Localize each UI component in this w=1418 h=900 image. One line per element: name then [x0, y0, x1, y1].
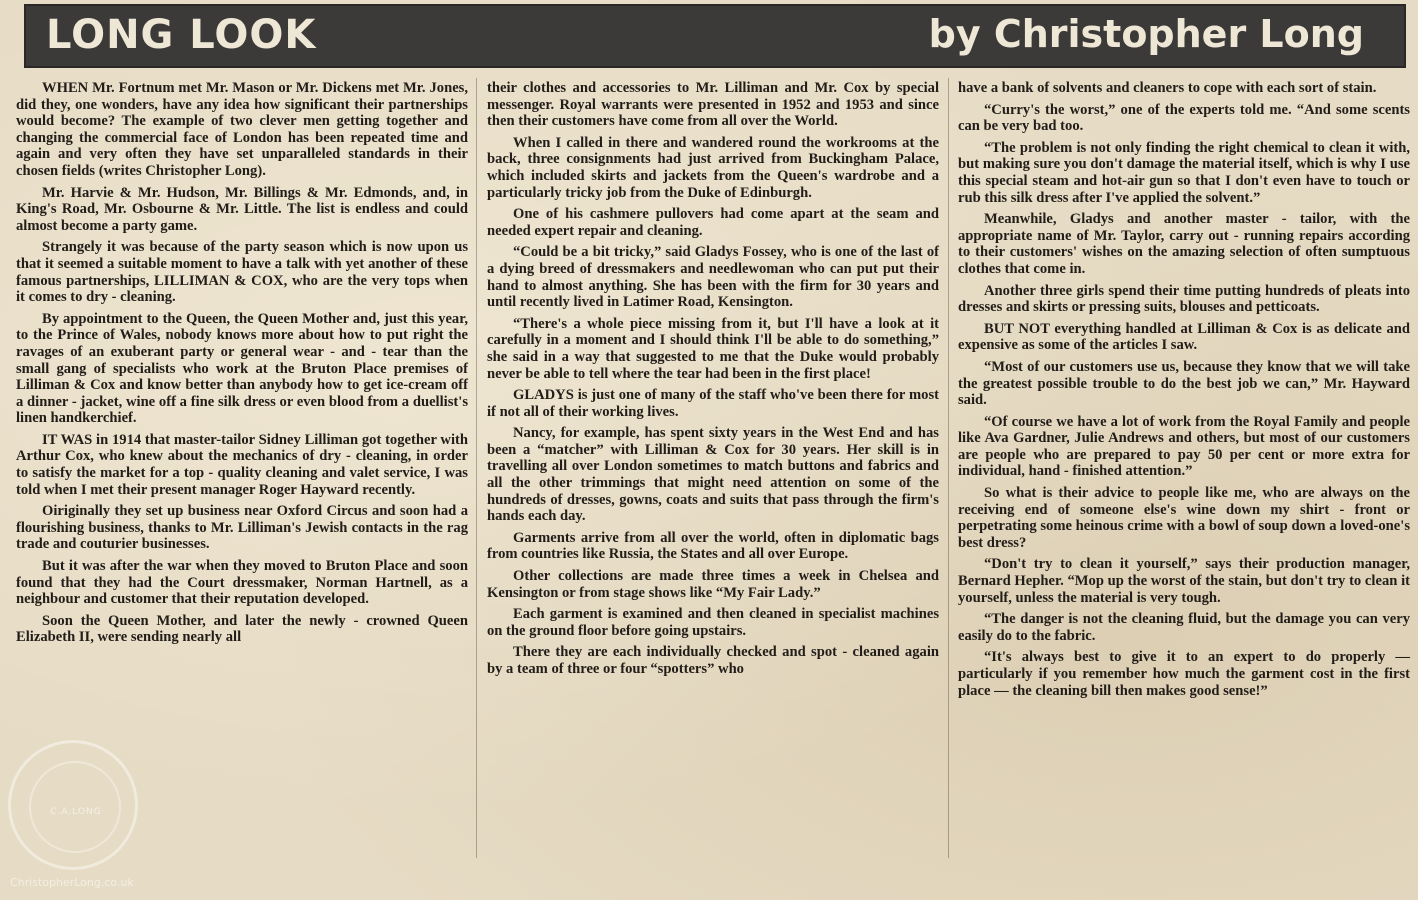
paragraph: But it was after the war when they moved to Bruton Place and soon found that they had the Court dressmaker, Norman Hartnell, as a neighbour and customer that their reputation developed. [16, 558, 468, 608]
paragraph: “Don't try to clean it yourself,” says their production manager, Bernard Hepher. “Mop up the worst of the stain, but don't try to clean it yourself, unless the material is very tough. [958, 556, 1410, 606]
paragraph: When I called in there and wandered round the workrooms at the back, three consignments had just arrived from Buckingham Palace, which included skirts and jackets from the Queen's wardrobe and a particularly tricky job from the Duke of Edinburgh. [487, 134, 939, 201]
paragraph: “There's a whole piece missing from it, but I'll have a look at it carefully in a moment and I should think I'll be able to do something,” she said in a way that suggested to me that the Duke would probably never be able to tell where the tear had been in the first place! [487, 315, 939, 382]
paragraph: their clothes and accessories to Mr. Lilliman and Mr. Cox by special messenger. Royal warrants were presented in 1952 and 1953 and since then their customers have come from all over the World. [487, 80, 939, 130]
paragraph: “The danger is not the cleaning fluid, but the damage you can very easily do to the fabric. [958, 611, 1410, 644]
column-divider [476, 78, 477, 858]
paragraph: Soon the Queen Mother, and later the newly - crowned Queen Elizabeth II, were sending nearly all [16, 612, 468, 646]
paragraph: By appointment to the Queen, the Queen Mother and, just this year, to the Prince of Wales, nobody knows more about how to put right the ravages of an exuberant party or general wear - and - tear than the small gang of specialists who work at the Bruton Place premises of Lilliman & Cox and know better than anybody how to get ice-cream off a dinner - jacket, wine off a fine silk dress or even blood from a duellist's linen handkerchief. [16, 310, 468, 427]
watermark: ChristopherLong.co.uk [10, 876, 134, 889]
paragraph: “It's always best to give it to an expert to do properly — particularly if you remember how much the garment cost in the first place — the cleaning bill then makes good sense!” [958, 649, 1410, 699]
article-column-2 [487, 80, 939, 683]
stamp-text: C.A.LONG [50, 807, 102, 817]
paragraph: One of his cashmere pullovers had come apart at the seam and needed expert repair and cleaning. [487, 206, 939, 239]
article-column-3 [958, 80, 1410, 704]
paragraph: IT WAS in 1914 that master-tailor Sidney Lilliman got together with Arthur Cox, who knew about the mechanics of dry - cleaning, in order to satisfy the market for a top - quality cleaning and valet service, I was told when I met their present manager Roger Hayward recently. [16, 431, 468, 498]
paragraph: Oiriginally they set up business near Oxford Circus and soon had a flourishing business, thanks to Mr. Lilliman's Jewish contacts in the rag trade and couturier businesses. [16, 503, 468, 553]
paragraph: Other collections are made three times a week in Chelsea and Kensington or from stage shows like “My Fair Lady.” [487, 568, 939, 601]
paragraph: Mr. Harvie & Mr. Hudson, Mr. Billings & Mr. Edmonds, and, in King's Road, Mr. Osbourne & Mr. Little. The list is endless and could almost become a party game. [16, 184, 468, 234]
column-divider [948, 78, 949, 858]
paragraph: have a bank of solvents and cleaners to cope with each sort of stain. [958, 80, 1377, 96]
paragraph: “Could be a bit tricky,” said Gladys Fossey, who is one of the last of a dying breed of dressmakers and needlewoman who can put put their hand to almost anything. She has been with the firm for 30 years and until recently lived in Latimer Road, Kensington. [487, 244, 939, 311]
header-banner [24, 4, 1406, 68]
paragraph: Each garment is examined and then cleaned in specialist machines on the ground floor before going upstairs. [487, 606, 939, 639]
paragraph: BUT NOT everything handled at Lilliman & Cox is as delicate and expensive as some of the articles I saw. [958, 320, 1410, 354]
paragraph: “Curry's the worst,” one of the experts told me. “And some scents can be very bad too. [958, 101, 1410, 135]
paragraph: WHEN Mr. Fortnum met Mr. Mason or Mr. Dickens met Mr. Jones, did they, one wonders, have any idea how significant their partnerships would become? The example of two clever men getting together and changing the commercial face of London has been repeated time and again and very often they have set unparalleled standards in their chosen fields (writes Christopher Long). [16, 80, 468, 179]
paragraph: “Of course we have a lot of work from the Royal Family and people like Ava Gardner, Julie Andrews and others, but most of our customers are people who are prepared to pay 50 per cent or more extra for individual, hand - finished attention.” [958, 413, 1410, 480]
article-column-1 [16, 80, 468, 651]
column-title: LONG LOOK [46, 12, 317, 58]
paragraph: So what is their advice to people like me, who are always on the receiving end of someone else's wine down my shirt - front or perpetrating some heinous crime with a bowl of soup down a loved-one's best dress? [958, 485, 1410, 551]
paragraph: Nancy, for example, has spent sixty years in the West End and has been a “matcher” with Lilliman & Cox for 30 years. Her skill is in travelling all over London sometimes to match buttons and fabrics and all the other trimmings that might need attention on some of the hundreds of dresses, gowns, coats and suits that pass through the firm's hands each day. [487, 425, 939, 525]
paragraph: Meanwhile, Gladys and another master - tailor, with the appropriate name of Mr. Taylor, carry out - running repairs according to their customers' wishes on the amazing selection of often sumptuous clothes that come in. [958, 211, 1410, 277]
paragraph: Another three girls spend their time putting hundreds of pleats into dresses and skirts or pressing suits, blouses and petticoats. [958, 282, 1410, 316]
paragraph: Strangely it was because of the party season which is now upon us that it seemed a suitable moment to have a talk with yet another of these famous partnerships, LILLIMAN & COX, who are the very tops when it comes to dry - cleaning. [16, 239, 468, 306]
byline: by Christopher Long [928, 12, 1364, 56]
paragraph: “The problem is not only finding the right chemical to clean it with, but making sure you don't damage the material itself, which is why I use this special steam and hot-air gun so that I don't even have to touch or rub this silk dress after I've applied the solvent.” [958, 139, 1410, 206]
archive-stamp-logo [8, 740, 138, 870]
paragraph: There they are each individually checked and spot - cleaned again by a team of three or four “spotters” who [487, 644, 939, 677]
paragraph: Garments arrive from all over the world, often in diplomatic bags from countries like Russia, the States and all over Europe. [487, 529, 939, 563]
paragraph: GLADYS is just one of many of the staff who've been there for most if not all of their working lives. [487, 387, 939, 420]
paragraph: “Most of our customers use us, because they know that we will take the greatest possible trouble to do the best job we can,” Mr. Hayward said. [958, 358, 1410, 409]
